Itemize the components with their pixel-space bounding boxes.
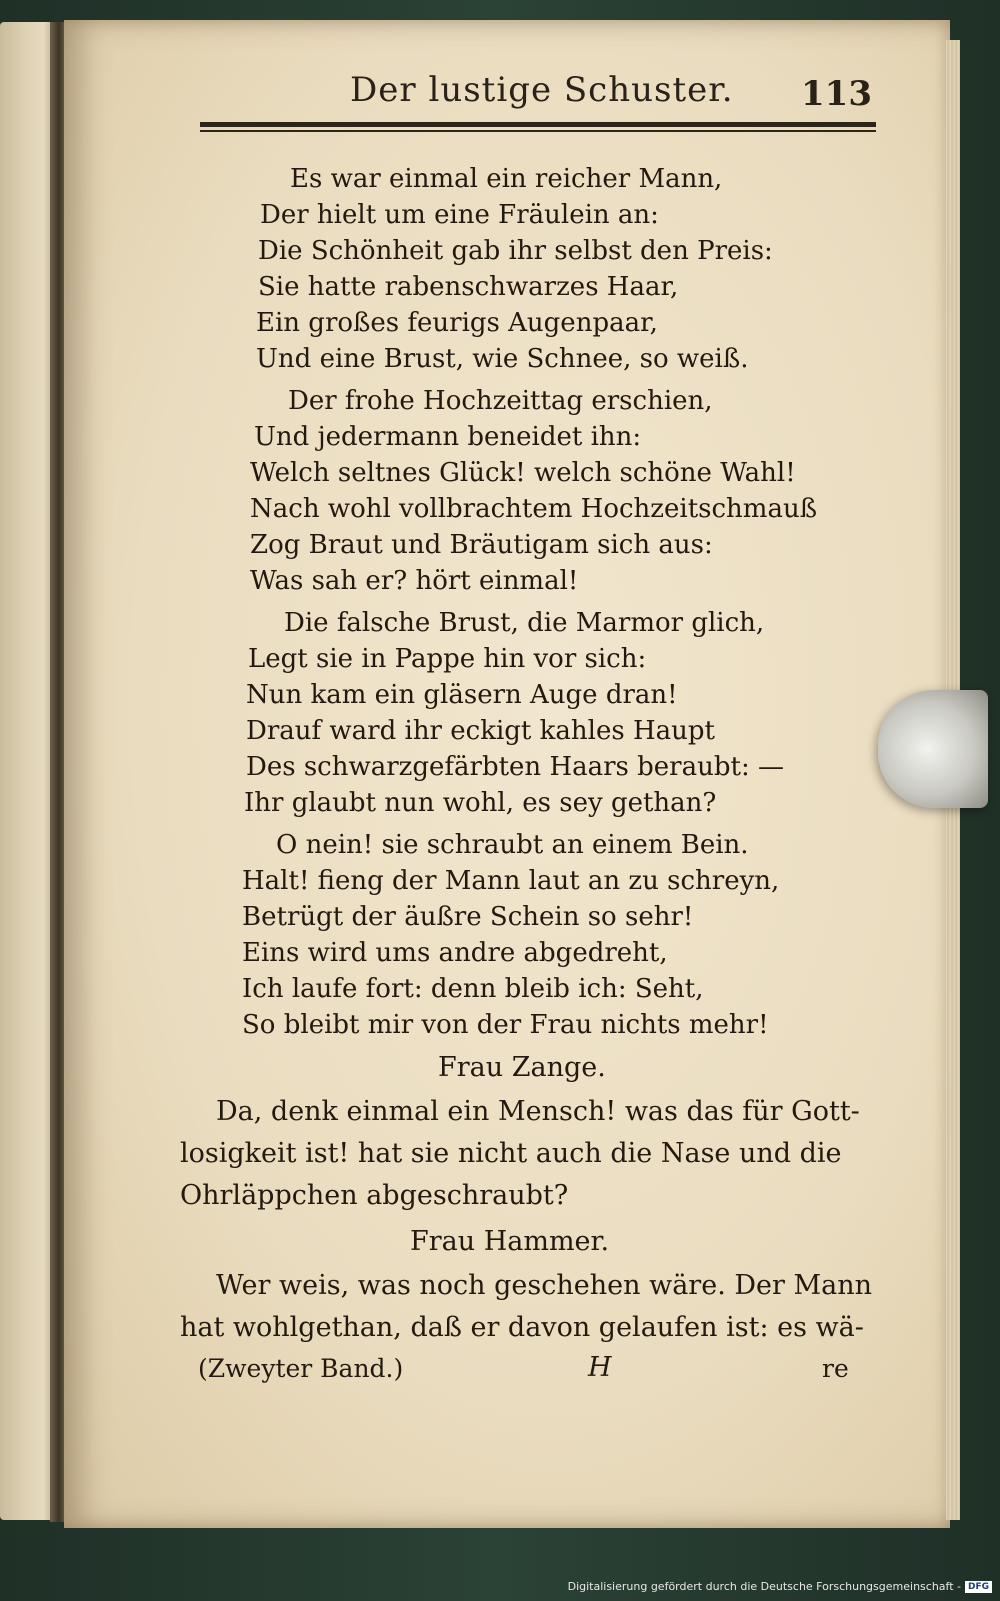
speaker-name: Frau Zange. — [438, 1052, 606, 1083]
speaker-name: Frau Hammer. — [410, 1226, 610, 1257]
verse-line: Nun kam ein gläsern Auge dran! — [246, 680, 678, 710]
verse-line: O nein! sie schraubt an einem Bein. — [276, 830, 749, 860]
prose-line: hat wohlgethan, daß er davon gelaufen ist: es wä- — [180, 1312, 864, 1343]
verse-line: So bleibt mir von der Frau nichts mehr! — [242, 1010, 769, 1040]
dfg-logo: DFG — [965, 1581, 992, 1593]
verse-line: Und eine Brust, wie Schnee, so weiß. — [256, 344, 749, 374]
verse-line: Des schwarzgefärbten Haars beraubt: — — [246, 752, 784, 782]
verse-line: Sie hatte rabenschwarzes Haar, — [258, 272, 679, 302]
verse-line: Zog Braut und Bräutigam sich aus: — [250, 530, 713, 560]
page-number: 113 — [801, 74, 872, 114]
verse-line: Legt sie in Pappe hin vor sich: — [248, 644, 647, 674]
prose-line: losigkeit ist! hat sie nicht auch die Nase und die — [180, 1138, 842, 1169]
verse-line: Der hielt um eine Fräulein an: — [260, 200, 659, 230]
verse-line: Ich laufe fort: denn bleib ich: Seht, — [242, 974, 704, 1004]
verse-line: Ihr glaubt nun wohl, es sey gethan? — [244, 788, 717, 818]
prose-line: Ohrläppchen abgeschraubt? — [180, 1180, 569, 1211]
running-title: Der lustige Schuster. — [350, 70, 734, 110]
verse-line: Betrügt der äußre Schein so sehr! — [242, 902, 694, 932]
verse-line: Die falsche Brust, die Marmor glich, — [284, 608, 765, 638]
header-rule — [200, 122, 876, 134]
verse-line: Halt! fieng der Mann laut an zu schreyn, — [242, 866, 780, 896]
prose-line: Wer weis, was noch geschehen wäre. Der Mann — [216, 1270, 872, 1301]
credit-text: Digitalisierung gefördert durch die Deutsche Forschungsgemeinschaft - — [567, 1580, 961, 1593]
verse-line: Welch seltnes Glück! welch schöne Wahl! — [250, 458, 796, 488]
verse-line: Nach wohl vollbrachtem Hochzeitschmauß — [250, 494, 818, 524]
signature-note: (Zweyter Band.) — [198, 1354, 404, 1383]
verse-line: Was sah er? hört einmal! — [250, 566, 579, 596]
thumb-holding-page — [878, 690, 988, 808]
header-rule-thick — [200, 122, 876, 127]
page-header — [200, 62, 876, 122]
verse-line: Der frohe Hochzeittag erschien, — [288, 386, 713, 416]
prose-line: Da, denk einmal ein Mensch! was das für Gott- — [216, 1096, 860, 1127]
digitization-credit — [568, 1580, 992, 1593]
verse-line: Die Schönheit gab ihr selbst den Preis: — [258, 236, 773, 266]
verse-line: Eins wird ums andre abgedreht, — [242, 938, 668, 968]
signature-mark: H — [588, 1352, 612, 1383]
verse-line: Und jedermann beneidet ihn: — [254, 422, 642, 452]
verse-line: Es war einmal ein reicher Mann, — [290, 164, 723, 194]
catchword: re — [822, 1354, 849, 1383]
verse-line: Ein großes feurigs Augenpaar, — [256, 308, 658, 338]
header-rule-thin — [200, 130, 876, 132]
verse-line: Drauf ward ihr eckigt kahles Haupt — [246, 716, 715, 746]
